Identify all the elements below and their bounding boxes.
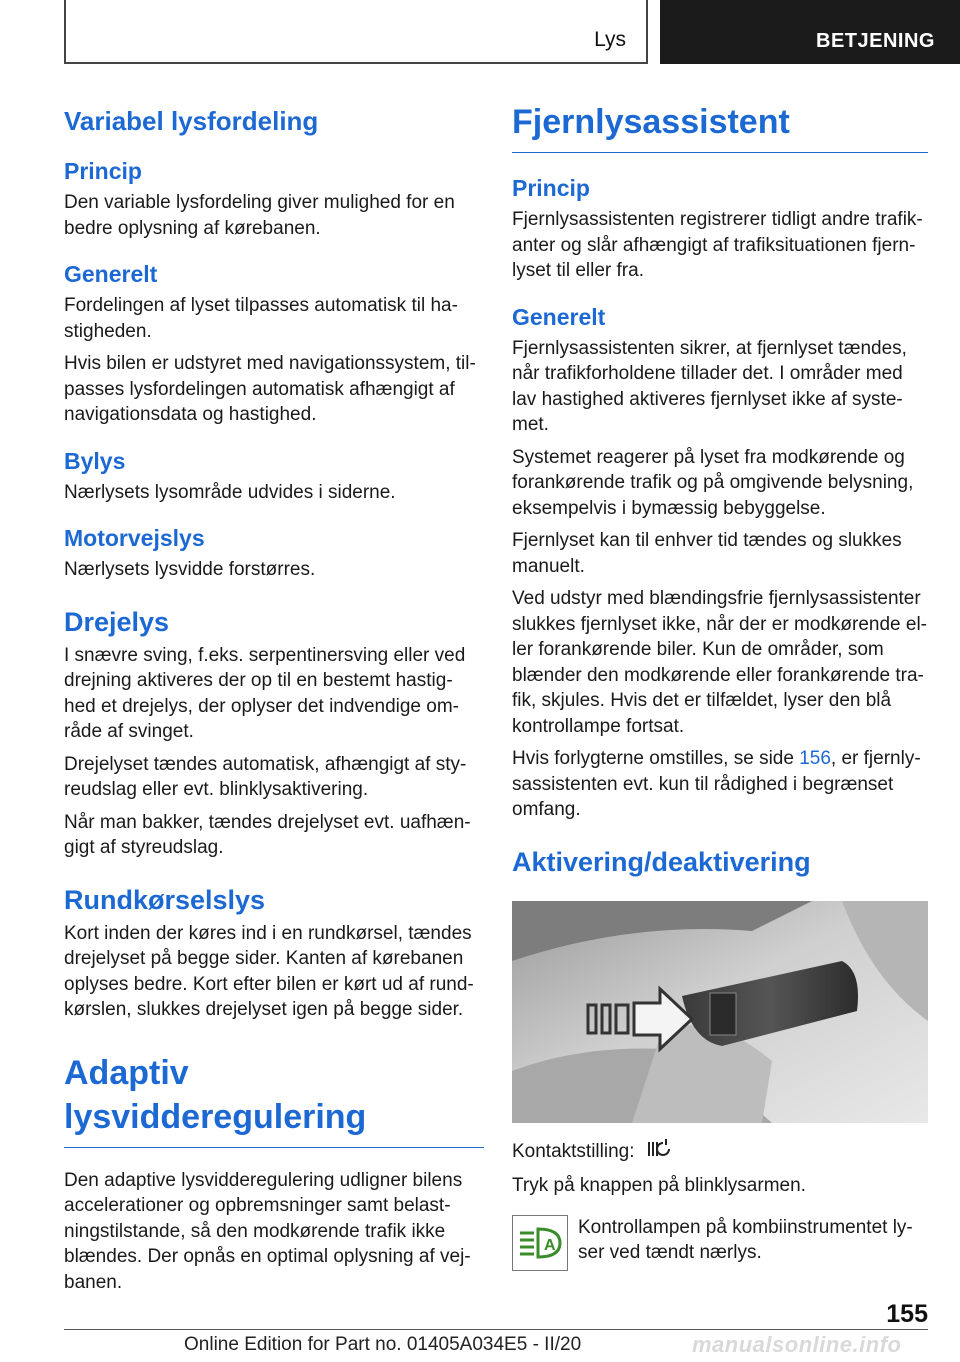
lamp-description: Kontrollampen på kombiinstrumentet ly‐ ser ved tændt nærlys.: [578, 1216, 913, 1263]
page-link[interactable]: 156: [799, 748, 831, 769]
footer-divider: [64, 1329, 928, 1330]
paragraph: Kort inden der køres ind i en rundkørsel, tændes drejelyset på begge sider. Kanten af kørebanen oplyses bedre. Kort efter bilen er kørt ud af rund‐ kørslen, slukkes drejelyset igen på begge sider.: [64, 922, 474, 1020]
heading-princip: Princip: [512, 175, 590, 201]
paragraph: Fjernlysassistenten sikrer, at fjernlyset tændes, når trafikforholdene tillader det. I områder med lav hastighed aktiveres fjernlyset ikke af syste‐ met.: [512, 337, 907, 435]
svg-text:A: A: [544, 1236, 556, 1254]
heading-variabel-lysfordeling: Variabel lysfordeling: [64, 106, 319, 136]
left-column: [64, 100, 484, 1295]
footer-edition: Online Edition for Part no. 01405A034E5 - II/20: [184, 1334, 582, 1355]
turn-signal-lever-illustration: [512, 901, 928, 1123]
paragraph: Ved udstyr med blændingsfrie fjernlysassistenter slukkes fjernlyset ikke, når der er modkørende el‐ ler forankørende biler. Kun de områder, som blænder den modkørende eller forankørende tra‐ fik, skjules. Hvis det er tilfældet, lyser den blå kontrollampe fortsat.: [512, 588, 927, 737]
paragraph: Når man bakker, tændes drejelyset evt. uafhæn‐ gigt af styreudslag.: [64, 811, 471, 858]
ignition-position-icon: [646, 1137, 672, 1167]
paragraph: Fordelingen af lyset tilpasses automatisk til ha‐ stigheden.: [64, 295, 458, 342]
paragraph: Nærlysets lysområde udvides i siderne.: [64, 481, 396, 503]
paragraph: Nærlysets lysvidde forstørres.: [64, 559, 316, 580]
paragraph: Drejelyset tændes automatisk, afhængigt af sty‐ reudslag eller evt. blinklysaktivering.: [64, 753, 467, 800]
paragraph-page-reference: [512, 746, 928, 823]
heading-fjernlysassistent: Fjernlysassistent: [512, 100, 928, 153]
illustration-svg: [512, 901, 928, 1123]
heading-rundkorselslys: Rundkørselslys: [64, 884, 266, 915]
header-frame: [64, 0, 648, 64]
page-number: 155: [886, 1300, 928, 1328]
header-section-title: Lys: [594, 28, 626, 51]
heading-motorvejslys: Motorvejslys: [64, 525, 205, 551]
paragraph: Den adaptive lysvidderegulering udligner bilens accelerationer og opbremsninger samt belast‐ ningstilstande, så den modkørende trafik ikke blændes. Der opnås en optimal oplysning af vej‐ banen.: [64, 1169, 471, 1293]
paragraph: Den variable lysfordeling giver mulighed for en bedre oplysning af kørebanen.: [64, 192, 455, 239]
heading-princip: Princip: [64, 158, 142, 184]
header-chapter-tab: BETJENING: [660, 0, 960, 64]
heading-adaptiv-lysvidderegulering: Adaptiv lysvidderegulering: [64, 1051, 484, 1148]
paragraph: Systemet reagerer på lyset fra modkørende og forankørende trafik og på omgivende belysning, eksempelvis i bymæssig bebyggelse.: [512, 446, 914, 519]
text: , er fjernly‐ sassistenten evt. kun til rådighed i begrænset omfang.: [512, 748, 921, 820]
heading-drejelys: Drejelys: [64, 606, 170, 637]
indicator-lamp-row: [512, 1215, 928, 1271]
paragraph: Hvis bilen er udstyret med navigationssystem, til‐ passes lysfordelingen automatisk afhængigt af navigationsdata og hastighed.: [64, 353, 476, 425]
text: Hvis forlygterne omstilles, se side: [512, 748, 800, 769]
paragraph: Fjernlysassistenten registrerer tidligt andre trafik‐ anter og slår afhængigt af trafiksituationen fjern‐ lyset til eller fra.: [512, 209, 923, 281]
paragraph: Tryk på knappen på blinklysarmen.: [512, 1175, 806, 1196]
kontakt-label: Kontaktstilling:: [512, 1140, 635, 1162]
heading-bylys: Bylys: [64, 447, 126, 474]
high-beam-assistant-lamp-icon: [512, 1215, 568, 1271]
paragraph: Fjernlyset kan til enhver tid tændes og slukkes manuelt.: [512, 530, 902, 577]
right-column: [512, 100, 928, 1271]
heading-generelt: Generelt: [512, 303, 606, 330]
heading-generelt: Generelt: [64, 261, 158, 287]
watermark: manualsonline.info: [692, 1332, 902, 1357]
heading-aktivering: Aktivering/deaktivering: [512, 846, 811, 877]
paragraph: I snævre sving, f.eks. serpentinersving eller ved drejning aktiveres der op til en bestemt hastig‐ hed et drejelys, der oplyser det indvendige om‐ råde af svinget.: [64, 644, 466, 742]
ignition-line: [512, 1137, 928, 1167]
